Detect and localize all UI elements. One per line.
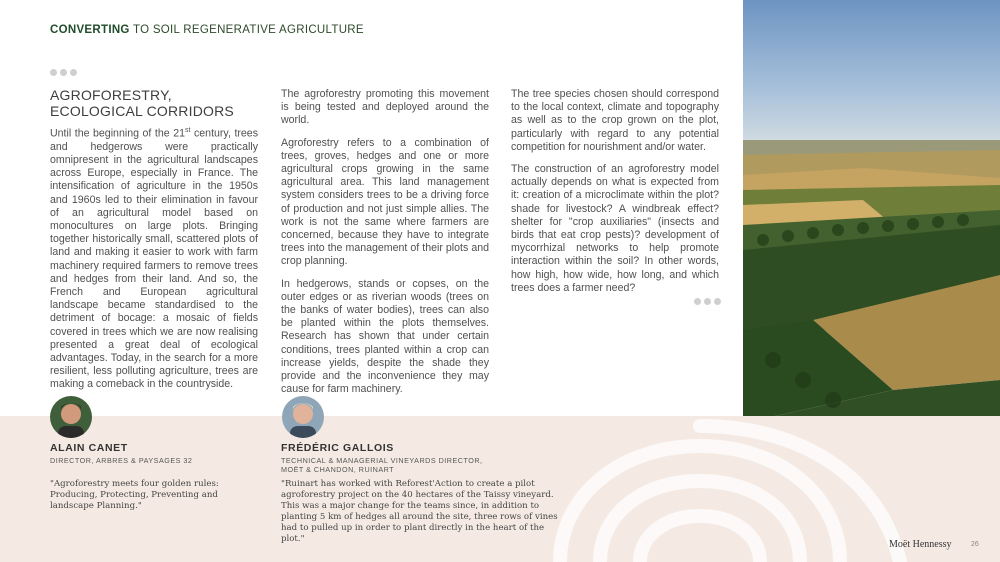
column-2: [281, 88, 489, 405]
decorative-dots-end: [694, 298, 721, 305]
brand-logo: Moët Hennessy: [889, 539, 952, 550]
column-3: [511, 88, 719, 304]
avatar-alain-canet: [50, 396, 92, 438]
aerial-landscape-photo: [743, 0, 1000, 423]
section-title: AGROFORESTRY, ECOLOGICAL CORRIDORS: [50, 87, 234, 119]
page-number: 26: [971, 541, 979, 548]
column-1: [50, 124, 258, 401]
col1-paragraph: Until the beginning of the 21st century, trees and hedgerows were practically omnipresent in the agricultural landscapes across Europe, especially in France. The intensification of agriculture in the 1950s and 1960s led to their elimination in favour of an agricultural model based on monocultures on large plots. Bringing together historically small, scattered plots of land and making it easier to work with farm machinery required farmers to remove trees and hedges from their land. And so, the French and European agricultural landscape became standardised to the detriment of bocage: a mosaic of fields covered in trees which we are now realising presented a great deal of ecological advantages. Today, in the search for a more resilient, less polluting agriculture, trees are making a comeback in the countryside.: [50, 127, 258, 391]
person1-name: ALAIN CANET: [50, 442, 128, 454]
col2-paragraph-3: In hedgerows, stands or copses, on the outer edges or as riverian woods (trees on the banks of water bodies), trees can also be planted within the plots themselves. Research has shown that under certain conditions, trees planted within a crop can increase yields, despite the shade they provide and the inconvenience they may cause for farm machinery.: [281, 277, 489, 396]
decorative-dots: [50, 69, 77, 76]
person1-quote: "Agroforestry meets four golden rules: Producing, Protecting, Preventing and landscape Planning.": [50, 479, 219, 511]
person2-quote: "Ruinart has worked with Reforest'Action to create a pilot agroforestry project on the 40 hectares of the Taissy vineyard. This was a major change for the teams since, in addition to planting 5 km of hedges all around the site, three rows of vines had to pulled up in order to plant directly in the heart of the plot.": [281, 479, 558, 544]
page-header: CONVERTING TO SOIL REGENERATIVE AGRICULTURE: [50, 24, 364, 36]
person2-role: TECHNICAL & MANAGERIAL VINEYARDS DIRECTOR, MOËT & CHANDON, RUINART: [281, 456, 483, 474]
avatar-frederic-gallois: [282, 396, 324, 438]
col2-paragraph-1: The agroforestry promoting this movement is being tested and deployed around the world.: [281, 88, 489, 127]
person1-role: DIRECTOR, ARBRES & PAYSAGES 32: [50, 456, 193, 465]
col3-paragraph-2: The construction of an agroforestry model actually depends on what is expected from it: creation of a microclimate within the plot? shade for livestock? A windbreak effect? shelter for "crop auxiliaries" (insects and birds that eat crop pests)? development of mycorrhizal networks to help promote interaction within the soil? In other words, how high, how wide, how long, and which trees does a farmer need?: [511, 163, 719, 294]
col3-paragraph-1: The tree species chosen should correspond to the local context, climate and topography as well as to the crop grown on the plot, particularly with regard to any potential competition for nourishment and/or water.: [511, 88, 719, 153]
person2-name: FRÉDÉRIC GALLOIS: [281, 442, 394, 454]
col2-paragraph-2: Agroforestry refers to a combination of trees, groves, hedges and one or more agricultural crops growing in the same agricultural area. This land management system considers trees to be a driving force of production and not just simple allies. The work is not the same where farmers are concerned, because they have to integrate trees into the management of their plots and crop planning.: [281, 136, 489, 268]
